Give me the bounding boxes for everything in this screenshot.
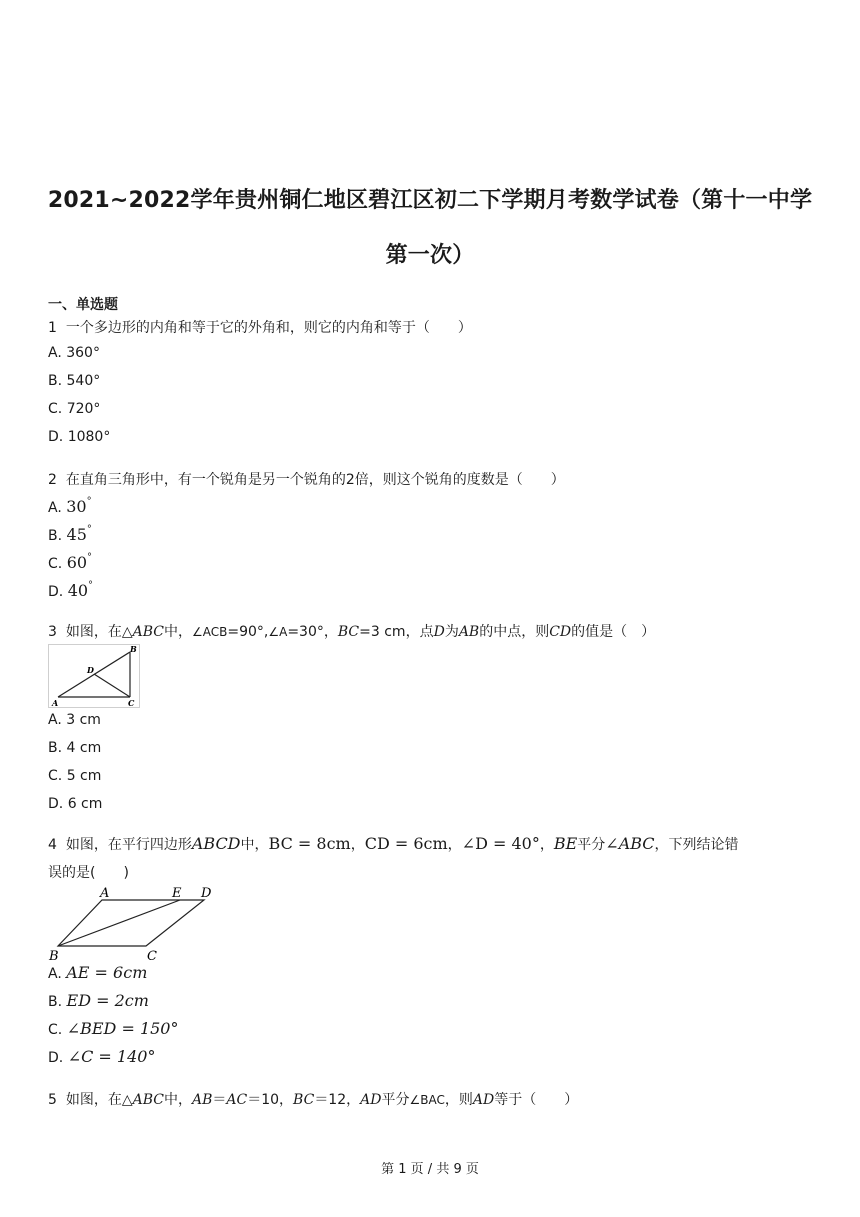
question-number: 3	[48, 624, 57, 640]
question-3: 3 如图，在△ABC中，∠ACB=90°,∠A=30°，BC=3 cm，点D为AB的中点，则CD的值是（ ）	[48, 624, 656, 640]
q3-option-a[interactable]: A. 3 cm	[48, 712, 101, 728]
question-number: 4	[48, 837, 57, 853]
q4-option-c[interactable]: C. ∠BED = 150°	[48, 1019, 179, 1038]
label-d: D	[87, 665, 94, 675]
q1-option-c[interactable]: C. 720°	[48, 401, 101, 417]
label-c: C	[147, 949, 157, 962]
label-c: C	[128, 698, 135, 708]
document-title-line2: 第一次）	[385, 243, 475, 268]
q2-option-b[interactable]: B. 45°	[48, 524, 92, 544]
question-text: 一个多边形的内角和等于它的外角和，则它的内角和等于（ ）	[65, 320, 472, 336]
label-b: B	[49, 949, 59, 962]
label-d: D	[201, 886, 212, 901]
question-4: 4 如图，在平行四边形ABCD中，BC = 8cm，CD = 6cm，∠D = 40°，BE平分∠ABC，下列结论错	[48, 834, 739, 853]
question-5: 5 如图，在△ABC中，AB＝AC＝10，BC＝12，AD平分∠BAC，则AD等于（ ）	[48, 1092, 579, 1108]
label-e: E	[172, 886, 182, 901]
q2-option-c[interactable]: C. 60°	[48, 552, 93, 572]
label-a: A	[100, 886, 110, 901]
label-b: B	[130, 644, 137, 654]
q3-option-d[interactable]: D. 6 cm	[48, 796, 103, 812]
q4-parallelogram-figure	[46, 884, 218, 962]
question-1	[48, 317, 472, 337]
q4-option-b[interactable]: B. ED = 2cm	[48, 991, 149, 1010]
q1-option-d[interactable]: D. 1080°	[48, 429, 111, 445]
q3-option-c[interactable]: C. 5 cm	[48, 768, 102, 784]
page-footer: 第 1 页 / 共 9 页	[381, 1162, 479, 1177]
q1-option-b[interactable]: B. 540°	[48, 373, 101, 389]
segment-be	[58, 900, 180, 946]
q2-option-a[interactable]: A. 30°	[48, 496, 92, 516]
q3-triangle-figure	[48, 644, 140, 708]
label-a: A	[52, 698, 59, 708]
question-number: 1	[48, 320, 57, 336]
question-4-line2: 误的是( )	[48, 865, 129, 881]
question-number: 5	[48, 1092, 57, 1108]
q4-option-a[interactable]: A. AE = 6cm	[48, 963, 148, 982]
question-number: 2	[48, 472, 57, 488]
segment-cd	[94, 674, 130, 697]
q3-option-b[interactable]: B. 4 cm	[48, 740, 102, 756]
section-heading: 一、单选题	[48, 297, 118, 313]
q4-option-d[interactable]: D. ∠C = 140°	[48, 1047, 156, 1066]
q2-option-d[interactable]: D. 40°	[48, 580, 94, 600]
document-title-line1: 2021~2022学年贵州铜仁地区碧江区初二下学期月考数学试卷（第十一中学	[47, 188, 813, 213]
parallelogram-abcd	[58, 900, 204, 946]
question-2	[48, 469, 565, 489]
q1-option-a[interactable]: A. 360°	[48, 345, 100, 361]
question-text: 在直角三角形中，有一个锐角是另一个锐角的2倍，则这个锐角的度数是（ ）	[65, 472, 565, 488]
